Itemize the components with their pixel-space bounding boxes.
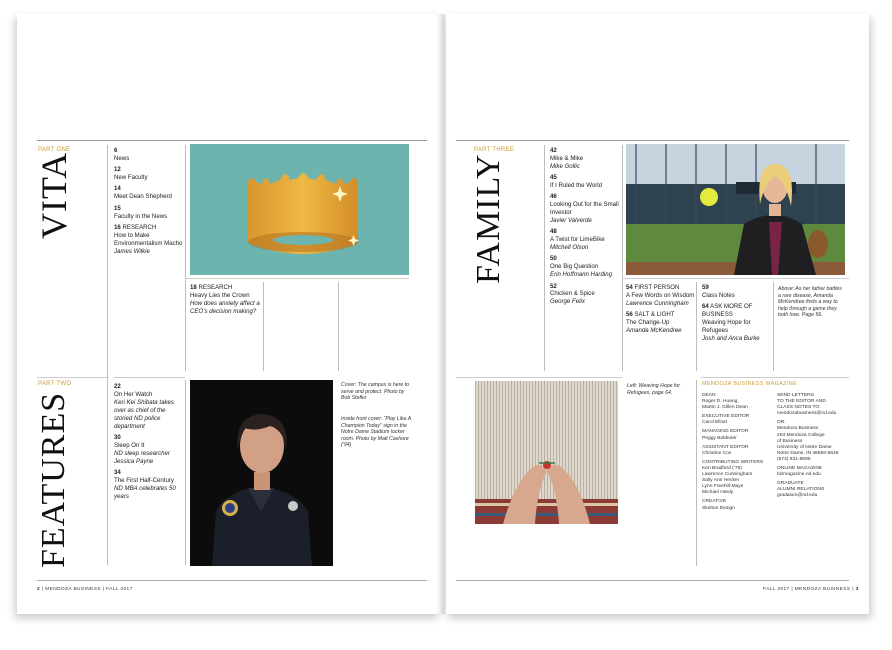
left-folio: 2 | MENDOZA BUSINESS | FALL 2017 [37,587,133,592]
gradalum-email[interactable]: gradalum@nd.edu [777,493,818,499]
toc-item[interactable]: 50 One Big Question Erin Hoffmann Harding [550,255,612,279]
right-folio: FALL 2017 | MENDOZA BUSINESS | 3 [763,587,859,592]
above-caption: Above: As her father battles a rare disease, Amanda McKendree finds a way to help through a game they both love. Page 56. [778,286,842,319]
masthead-title: MENDOZA BUSINESS MAGAZINE [702,381,798,387]
toc-item[interactable]: 16 RESEARCH How to Make Environmentalism Macho James Wilkie [114,223,183,255]
softball-player-photo [626,144,845,275]
toc-item[interactable]: 48 A Twist for LimeBike Mitchell Olson [550,228,605,252]
toc-item[interactable]: 45 If I Ruled the World [550,174,603,190]
masthead-col1: DEAN Roger D. Huang, Martin J. Gillen Dean EXECUTIVE EDITOR Carol Elliott MANAGING EDITOR Peggy Bokbuter ASSISTANT EDITOR Christine Cox CONTRIBUTING WRITERS Ken Bradford (’78) Lawrence Cunningham Sally Ann Hecker Lynn Freehill-Maye Michael Hardy CREATIVE Skelton Design [702,393,764,511]
toc-item[interactable]: 14 Meet Dean Shepherd [114,185,172,201]
toc-item[interactable]: 6 News [114,147,130,162]
part-two-toc [114,383,184,504]
research-item[interactable]: 18 RESEARCH Heavy Lies the Crown How does anxiety affect a CEO’s decision making? [190,284,260,315]
part-one-label: PART ONE [38,147,71,153]
toc-item[interactable]: 46 Looking Out for the Small Investor Javier Valverde [550,193,619,225]
masthead-col2: SEND LETTERS TO THE EDITOR AND CLASS NOTES TO: mendozabusiness@nd.edu OR: Mendoza Business 204 Mendoza College of Business University of Notre Dame Notre Dame, IN 46556-5646 (574) 631-9590 ONLINE MAGAZINE bizmagazine.nd.edu GRADUATE ALUMNI RELATIONS gradalum@nd.edu [777,390,852,500]
toc-item[interactable]: 64 ASK MORE OF BUSINESS Weaving Hope for Refugees Josh and Anca Burke [702,303,760,342]
toc-item[interactable]: 34 The First Half-Century ND MBA celebrates 50 years [114,468,176,500]
toc-item[interactable]: 59 Class Notes [702,284,735,299]
weaving-photo [475,381,618,524]
right-page [446,14,869,614]
left-page [17,14,440,614]
toc-item[interactable]: 54 FIRST PERSON A Few Words on Wisdom Lawrence Cunningham [626,284,695,307]
top-rule [37,140,427,141]
cover-caption: Cover: The campus is here to serve and protect. Photo by Bob Stefko [341,382,410,402]
part-two-label: PART TWO [38,381,72,387]
crown-illustration [190,144,409,275]
family-heading: FAMILY [470,153,507,284]
toc-item[interactable]: 52 Chicken & Spice George Felix [550,282,595,306]
toc-item[interactable]: 12 New Faculty [114,166,148,182]
left-caption: Left: Weaving Hope for Refugees, page 64. [627,383,680,396]
features-heading: FEATURES [35,391,72,568]
letters-email[interactable]: mendozabusiness@nd.edu [777,411,837,417]
part-three-col3 [702,284,774,346]
part-three-label: PART THREE [474,147,515,153]
vita-heading: VITA [34,151,74,239]
toc-item[interactable]: 56 SALT & LIGHT The Change-Up Amanda McKendree [626,311,682,334]
toc-item[interactable]: 42 Mike & Mike Mike Gollic [550,147,584,170]
online-magazine-link[interactable]: bizmagazine.nd.edu [777,472,821,478]
toc-item[interactable]: 22 On Her Watch Keri Kei Shibata takes over as chief of the storied ND police department [114,383,174,430]
toc-item[interactable]: 15 Faculty in the News [114,204,168,220]
toc-item[interactable]: 30 Sleep On It ND sleep researcher Jessica Payne [114,433,170,465]
part-three-toc [550,147,622,310]
part-one-toc [114,147,186,259]
police-chief-photo [190,380,333,566]
part-three-col2 [626,284,696,338]
inside-cover-caption: Inside front cover: “Play Like A Champion Today” sign in the Notre Dame Stadium locker room. Photo by Matt Cashore (’94) [341,416,411,449]
masthead [702,381,852,387]
